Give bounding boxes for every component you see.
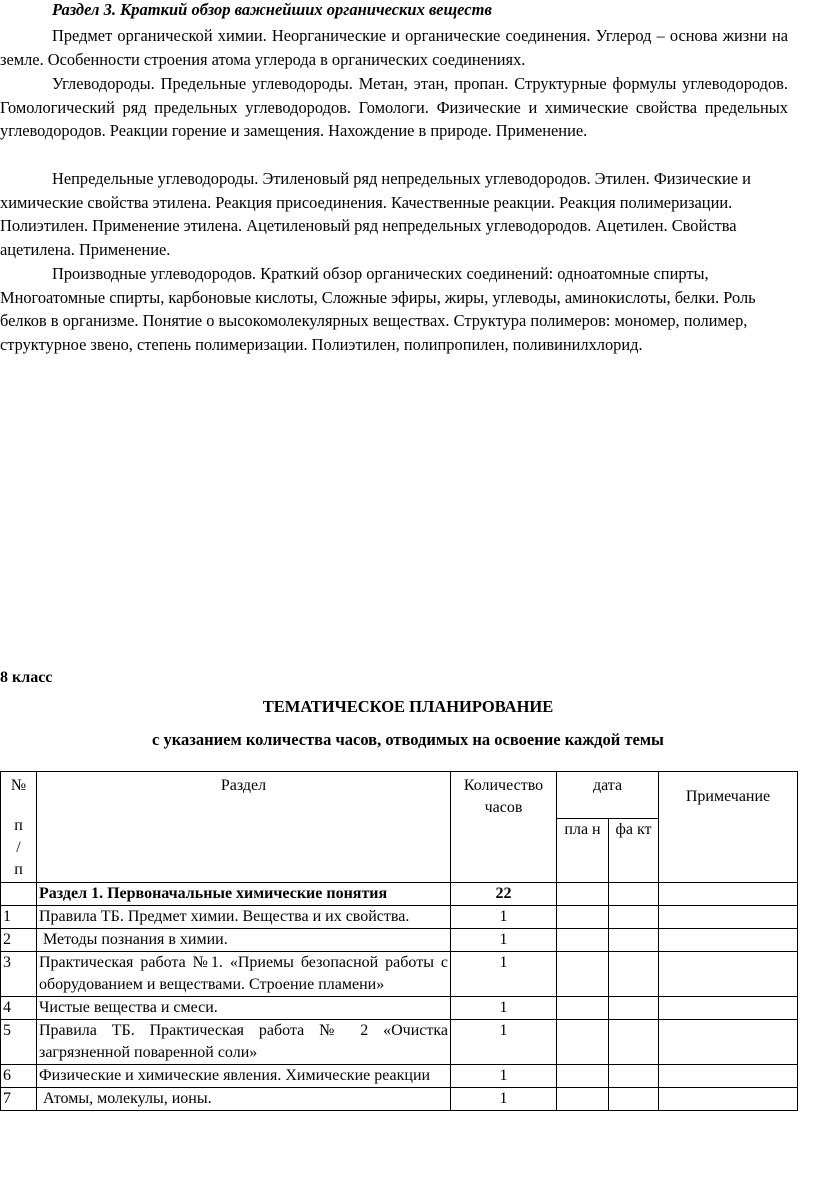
table-cell [557,1065,609,1088]
row-topic: Правила ТБ. Предмет химии. Вещества и их свойства. [37,906,451,929]
row-num: 7 [1,1088,37,1111]
section-row-label: Раздел 1. Первоначальные химические понятия [37,883,451,906]
plan-title: ТЕМАТИЧЕСКОЕ ПЛАНИРОВАНИЕ [262,697,554,716]
row-hours: 1 [451,997,557,1020]
table-cell [609,997,659,1020]
row-hours: 1 [451,1065,557,1088]
row-hours: 1 [451,1088,557,1111]
table-cell [609,1088,659,1111]
row-num: 1 [1,906,37,929]
section-row-hours: 22 [451,883,557,906]
header-hours: Количество часов [451,772,557,883]
table-cell [609,952,659,997]
header-date: дата [557,772,659,819]
table-header-row [1,772,798,819]
table-cell [609,906,659,929]
header-num-label: № [10,777,27,794]
table-cell [609,883,659,906]
table-cell [659,1088,798,1111]
table-cell [659,997,798,1020]
row-hours: 1 [451,1020,557,1065]
table-cell [557,906,609,929]
table-cell [659,883,798,906]
row-topic: Методы познания в химии. [37,929,451,952]
table-section-row [1,883,798,906]
table-cell [1,883,37,906]
table-cell [557,997,609,1020]
table-row [1,997,798,1020]
plan-subtitle: с указанием количества часов, отводимых на освоение каждой темы [152,730,664,749]
row-hours: 1 [451,906,557,929]
row-topic: Правила ТБ. Практическая работа № 2 «Очистка загрязненной поваренной соли» [37,1020,451,1065]
table-cell [557,1088,609,1111]
grade-label: 8 класс [0,669,53,686]
header-section: Раздел [37,772,451,883]
row-topic: Физические и химические явления. Химические реакции [37,1065,451,1088]
table-row [1,906,798,929]
paragraph-hydrocarbons: Углеводороды. Предельные углеводороды. Метан, этан, пропан. Структурные формулы углеводородов. Гомологический ряд предельных углеводородов. Гомологи. Физические и химические свойства предельных углеводородов. Реакции горение и замещения. Нахождение в природе. Применение. [0,74,788,140]
thematic-plan-table [0,771,798,1111]
table-row [1,1088,798,1111]
table-row [1,952,798,997]
row-num: 5 [1,1020,37,1065]
table-cell [659,1020,798,1065]
table-cell [659,906,798,929]
paragraph-unsaturated: Непредельные углеводороды. Этиленовый ряд непредельных углеводородов. Этилен. Физические и химические свойства этилена. Реакция присоединения. Качественные реакции. Реакция полимеризации. Полиэтилен. Применение этилена. Ацетиленовый ряд непредельных углеводородов. Ацетилен. Свойства ацетилена. Применение. [0,169,751,259]
row-num: 6 [1,1065,37,1088]
table-cell [659,952,798,997]
paragraph-derivatives: Производные углеводородов. Краткий обзор органических соединений: одноатомные спирты, Многоатомные спирты, карбоновые кислоты, Сложные эфиры, жиры, углеводы, аминокислоты, белки. Роль белков в организме. Понятие о высокомолекулярных веществах. Структура полимеров: мономер, полимер, структурное звено, степень полимеризации. Полиэтилен, полипропилен, поливинилхлорид. [0,264,756,354]
header-num-sub: п / п [14,817,23,878]
row-num: 2 [1,929,37,952]
header-fact: фа кт [609,819,659,883]
header-note: Примечание [659,772,798,883]
table-cell [609,1065,659,1088]
section-title: Раздел 3. Краткий обзор важнейших органических веществ [52,0,492,19]
table-cell [609,929,659,952]
table-cell [557,952,609,997]
header-num [1,772,37,883]
header-plan: пла н [557,819,609,883]
table-row [1,929,798,952]
row-hours: 1 [451,952,557,997]
row-topic: Чистые вещества и смеси. [37,997,451,1020]
table-cell [609,1020,659,1065]
table-cell [557,1020,609,1065]
row-topic: Атомы, молекулы, ионы. [37,1088,451,1111]
table-cell [557,929,609,952]
table-cell [557,883,609,906]
row-num: 3 [1,952,37,997]
row-num: 4 [1,997,37,1020]
table-cell [659,1065,798,1088]
table-row [1,1020,798,1065]
row-hours: 1 [451,929,557,952]
row-topic: Практическая работа №1. «Приемы безопасной работы с оборудованием и веществами. Строение пламени» [37,952,451,997]
table-cell [659,929,798,952]
paragraph-organic-chemistry: Предмет органической химии. Неорганические и органические соединения. Углерод – основа жизни на земле. Особенности строения атома углерода в органических соединениях. [0,26,788,69]
table-row [1,1065,798,1088]
